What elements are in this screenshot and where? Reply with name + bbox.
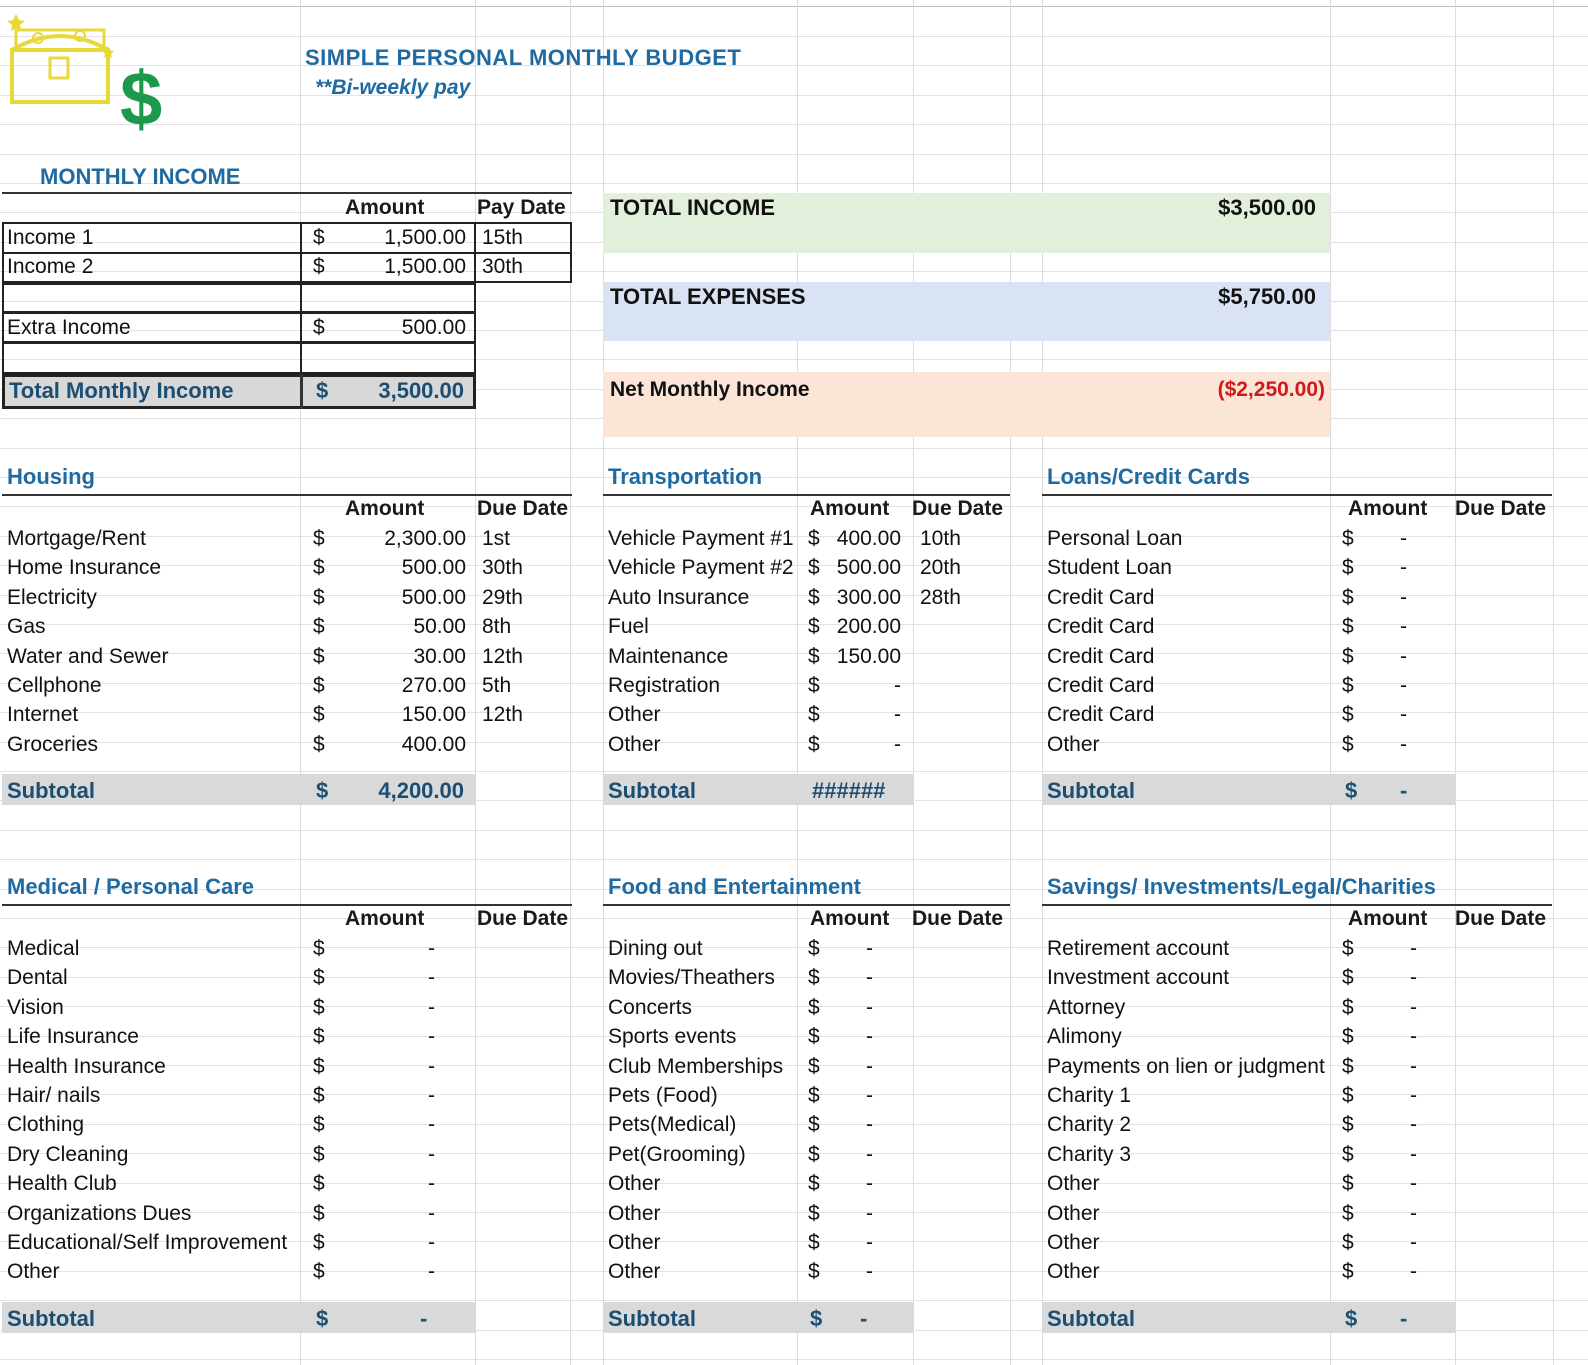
savings-row-currency: $ — [1342, 1142, 1354, 1166]
savings-row-amount[interactable]: - — [1410, 1231, 1417, 1254]
savings-row-label: Other — [1047, 1231, 1100, 1254]
transportation-row-currency: $ — [808, 674, 820, 697]
housing-row-currency: $ — [313, 732, 325, 756]
food-row-label: Pets (Food) — [608, 1084, 718, 1107]
housing-row-label: Home Insurance — [7, 556, 162, 580]
housing-row-currency: $ — [313, 674, 325, 697]
medical-row-label: Educational/Self Improvement — [7, 1231, 288, 1254]
loans-row-label: Personal Loan — [1047, 527, 1183, 550]
medical-subtotal-currency: $ — [316, 1305, 329, 1331]
housing-row-due-date[interactable]: 12th — [482, 644, 523, 668]
transportation-row-amount[interactable]: - — [894, 732, 901, 756]
housing-row-due-date[interactable]: 5th — [482, 674, 512, 697]
transportation-row-label: Maintenance — [608, 644, 729, 668]
housing-row-amount[interactable]: 30.00 — [413, 644, 466, 668]
transportation-row-amount[interactable]: 400.00 — [836, 527, 901, 550]
savings-row-label: Retirement account — [1047, 937, 1230, 960]
housing-title: Housing — [7, 464, 95, 489]
medical-row-currency: $ — [313, 1201, 325, 1225]
loans-row-currency: $ — [1342, 556, 1354, 580]
savings-row-currency: $ — [1342, 1201, 1354, 1225]
transportation-row-label: Auto Insurance — [608, 585, 750, 609]
loans-subtotal-value: - — [1400, 778, 1408, 804]
loans-row-amount[interactable]: - — [1400, 585, 1407, 609]
loans-title: Loans/Credit Cards — [1047, 464, 1250, 489]
medical-row-label: Hair/ nails — [7, 1084, 101, 1107]
medical-row-currency: $ — [313, 966, 325, 990]
food-row-amount[interactable]: - — [866, 1113, 873, 1137]
food-row-amount[interactable]: - — [866, 937, 873, 960]
food-row-amount[interactable]: - — [866, 966, 873, 990]
loans-row-label: Credit Card — [1047, 703, 1155, 727]
monthly-income-title: MONTHLY INCOME — [40, 164, 241, 189]
treasure-chest-icon — [8, 8, 118, 108]
medical-col-amount: Amount — [345, 907, 425, 930]
food-row-currency: $ — [808, 995, 820, 1019]
housing-row-amount[interactable]: 500.00 — [401, 556, 466, 580]
housing-row-amount[interactable]: 50.00 — [413, 615, 466, 639]
medical-row-amount[interactable]: - — [428, 1260, 435, 1284]
transportation-row-due-date[interactable]: 20th — [920, 556, 961, 580]
page-title: SIMPLE PERSONAL MONTHLY BUDGET — [305, 45, 742, 70]
housing-row-currency: $ — [313, 527, 325, 550]
savings-row-amount[interactable]: - — [1410, 1113, 1417, 1137]
income-label: Income 1 — [7, 226, 94, 249]
food-col-due-date: Due Date — [912, 907, 1004, 930]
extra-income-amount[interactable]: 500.00 — [401, 316, 466, 339]
income-amount[interactable]: 1,500.00 — [384, 255, 466, 278]
savings-row-currency: $ — [1342, 1054, 1354, 1078]
loans-row-currency: $ — [1342, 615, 1354, 639]
housing-row-label: Water and Sewer — [7, 644, 169, 668]
transportation-row-amount[interactable]: 150.00 — [836, 644, 901, 668]
food-row-label: Other — [608, 1260, 661, 1284]
housing-row-currency: $ — [313, 615, 325, 639]
housing-col-due-date: Due Date — [477, 497, 569, 520]
housing-row-label: Electricity — [7, 585, 97, 609]
loans-row-currency: $ — [1342, 585, 1354, 609]
housing-subtotal-currency: $ — [316, 778, 329, 804]
transportation-row-currency: $ — [808, 644, 820, 668]
housing-row-label: Internet — [7, 703, 79, 727]
transportation-row-amount[interactable]: - — [894, 674, 901, 697]
savings-row-label: Charity 2 — [1047, 1113, 1132, 1137]
transportation-row-currency: $ — [808, 732, 820, 756]
transportation-row-amount[interactable]: 300.00 — [836, 585, 901, 609]
food-row-amount[interactable]: - — [866, 1260, 873, 1284]
income-label: Income 2 — [7, 255, 94, 278]
medical-col-due-date: Due Date — [477, 907, 569, 930]
extra-income-currency: $ — [313, 316, 325, 339]
transportation-row-amount[interactable]: 500.00 — [836, 556, 901, 580]
medical-row-amount[interactable]: - — [428, 1025, 435, 1049]
income-pay-date[interactable]: 15th — [482, 226, 523, 249]
medical-row-label: Medical — [7, 937, 80, 960]
medical-subtotal-value: - — [420, 1305, 428, 1331]
total-monthly-income-currency: $ — [316, 378, 329, 403]
food-row-label: Other — [608, 1201, 661, 1225]
food-row-currency: $ — [808, 1260, 820, 1284]
loans-row-amount[interactable]: - — [1400, 732, 1407, 756]
loans-row-amount[interactable]: - — [1400, 674, 1407, 697]
savings-row-label: Alimony — [1047, 1025, 1122, 1049]
loans-row-label: Credit Card — [1047, 615, 1155, 639]
food-row-currency: $ — [808, 1025, 820, 1049]
medical-row-currency: $ — [313, 937, 325, 960]
savings-row-label: Investment account — [1047, 966, 1230, 990]
savings-row-label: Other — [1047, 1201, 1100, 1225]
food-row-currency: $ — [808, 1054, 820, 1078]
medical-row-label: Vision — [7, 995, 64, 1019]
medical-row-amount[interactable]: - — [428, 1054, 435, 1078]
food-row-currency: $ — [808, 1172, 820, 1196]
transportation-col-due-date: Due Date — [912, 497, 1004, 520]
food-row-label: Other — [608, 1172, 661, 1196]
loans-row-amount[interactable]: - — [1400, 703, 1407, 727]
savings-row-currency: $ — [1342, 1260, 1354, 1284]
loans-row-label: Credit Card — [1047, 674, 1155, 697]
medical-row-label: Health Club — [7, 1172, 117, 1196]
loans-col-due-date: Due Date — [1455, 497, 1547, 520]
housing-row-currency: $ — [313, 644, 325, 668]
transportation-row-currency: $ — [808, 527, 820, 550]
savings-row-currency: $ — [1342, 1084, 1354, 1107]
total-monthly-income-amount: 3,500.00 — [378, 378, 464, 403]
income-col-paydate: Pay Date — [477, 196, 566, 219]
loans-col-amount: Amount — [1348, 497, 1428, 520]
savings-row-label: Charity 3 — [1047, 1142, 1132, 1166]
loans-row-label: Credit Card — [1047, 644, 1155, 668]
savings-row-amount[interactable]: - — [1410, 1172, 1417, 1196]
transportation-subtotal-value: ###### — [812, 778, 886, 804]
medical-title: Medical / Personal Care — [7, 874, 254, 899]
medical-row-amount[interactable]: - — [428, 937, 435, 960]
medical-row-currency: $ — [313, 1025, 325, 1049]
loans-row-label: Student Loan — [1047, 556, 1172, 580]
medical-row-label: Health Insurance — [7, 1054, 166, 1078]
income-pay-date[interactable]: 30th — [482, 255, 523, 278]
loans-subtotal-label: Subtotal — [1047, 778, 1135, 804]
savings-subtotal-value: - — [1400, 1305, 1408, 1331]
savings-row-currency: $ — [1342, 1113, 1354, 1137]
housing-row-amount[interactable]: 400.00 — [401, 732, 466, 756]
food-row-currency: $ — [808, 1231, 820, 1254]
housing-row-amount[interactable]: 2,300.00 — [384, 527, 466, 550]
medical-row-label: Organizations Dues — [7, 1201, 192, 1225]
food-row-currency: $ — [808, 966, 820, 990]
loans-row-amount[interactable]: - — [1400, 644, 1407, 668]
food-row-amount[interactable]: - — [866, 1142, 873, 1166]
medical-row-amount[interactable]: - — [428, 966, 435, 990]
transportation-row-due-date[interactable]: 28th — [920, 585, 961, 609]
food-row-label: Concerts — [608, 995, 693, 1019]
savings-row-label: Other — [1047, 1260, 1100, 1284]
transportation-subtotal-label: Subtotal — [608, 778, 696, 804]
food-row-amount[interactable]: - — [866, 1054, 873, 1078]
medical-row-currency: $ — [313, 1260, 325, 1284]
food-row-amount[interactable]: - — [866, 1231, 873, 1254]
savings-row-currency: $ — [1342, 937, 1354, 960]
medical-row-label: Life Insurance — [7, 1025, 139, 1049]
savings-row-amount[interactable]: - — [1410, 1260, 1417, 1284]
medical-row-label: Other — [7, 1260, 60, 1284]
food-row-currency: $ — [808, 1113, 820, 1137]
medical-row-currency: $ — [313, 1054, 325, 1078]
savings-col-amount: Amount — [1348, 907, 1428, 930]
food-row-label: Sports events — [608, 1025, 737, 1049]
loans-row-currency: $ — [1342, 644, 1354, 668]
savings-row-amount[interactable]: - — [1410, 1054, 1417, 1078]
savings-row-currency: $ — [1342, 995, 1354, 1019]
transportation-row-amount[interactable]: 200.00 — [836, 615, 901, 639]
loans-row-label: Credit Card — [1047, 585, 1155, 609]
housing-row-due-date[interactable]: 8th — [482, 615, 512, 639]
food-row-currency: $ — [808, 1142, 820, 1166]
housing-row-currency: $ — [313, 556, 325, 580]
total-expenses-label: TOTAL EXPENSES — [610, 284, 806, 309]
medical-row-label: Dry Cleaning — [7, 1142, 129, 1166]
food-row-amount[interactable]: - — [866, 1025, 873, 1049]
housing-row-due-date[interactable]: 12th — [482, 703, 523, 727]
loans-row-amount[interactable]: - — [1400, 615, 1407, 639]
medical-row-currency: $ — [313, 995, 325, 1019]
transportation-row-currency: $ — [808, 585, 820, 609]
net-income-value: ($2,250.00) — [1217, 378, 1325, 401]
food-row-amount[interactable]: - — [866, 1172, 873, 1196]
housing-row-label: Gas — [7, 615, 46, 639]
food-row-label: Movies/Theathers — [608, 966, 775, 990]
loans-row-currency: $ — [1342, 527, 1354, 550]
savings-row-currency: $ — [1342, 1172, 1354, 1196]
medical-row-label: Clothing — [7, 1113, 85, 1137]
food-row-label: Dining out — [608, 937, 703, 960]
transportation-row-label: Fuel — [608, 615, 649, 639]
food-subtotal-currency: $ — [810, 1305, 823, 1331]
savings-col-due-date: Due Date — [1455, 907, 1547, 930]
food-row-label: Pets(Medical) — [608, 1113, 737, 1137]
transportation-row-label: Vehicle Payment #2 — [608, 556, 794, 580]
food-row-amount[interactable]: - — [866, 1084, 873, 1107]
savings-row-amount[interactable]: - — [1410, 1142, 1417, 1166]
housing-subtotal-label: Subtotal — [7, 778, 95, 804]
dollar-sign-logo: $ — [120, 57, 163, 142]
loans-row-amount[interactable]: - — [1400, 527, 1407, 550]
savings-row-label: Payments on lien or judgment — [1047, 1054, 1325, 1078]
savings-title: Savings/ Investments/Legal/Charities — [1047, 874, 1436, 899]
food-subtotal-label: Subtotal — [608, 1305, 696, 1331]
total-income-label: TOTAL INCOME — [610, 195, 775, 220]
food-subtotal-value: - — [860, 1305, 868, 1331]
income-col-amount: Amount — [345, 196, 425, 219]
medical-row-currency: $ — [313, 1142, 325, 1166]
medical-row-amount[interactable]: - — [428, 1113, 435, 1137]
total-expenses-value: $5,750.00 — [1218, 284, 1316, 309]
food-row-label: Club Memberships — [608, 1054, 784, 1078]
housing-row-label: Mortgage/Rent — [7, 527, 146, 550]
medical-row-amount[interactable]: - — [428, 1084, 435, 1107]
food-row-label: Pet(Grooming) — [608, 1142, 746, 1166]
housing-row-due-date[interactable]: 30th — [482, 556, 523, 580]
housing-row-amount[interactable]: 500.00 — [401, 585, 466, 609]
medical-row-label: Dental — [7, 966, 68, 990]
medical-row-amount[interactable]: - — [428, 995, 435, 1019]
savings-row-amount[interactable]: - — [1410, 1025, 1417, 1049]
housing-row-currency: $ — [313, 585, 325, 609]
medical-row-amount[interactable]: - — [428, 1172, 435, 1196]
transportation-row-label: Other — [608, 732, 661, 756]
income-currency: $ — [313, 255, 325, 278]
loans-row-currency: $ — [1342, 703, 1354, 727]
food-row-currency: $ — [808, 1201, 820, 1225]
medical-row-currency: $ — [313, 1113, 325, 1137]
housing-subtotal-value: 4,200.00 — [378, 778, 464, 804]
savings-row-currency: $ — [1342, 1231, 1354, 1254]
housing-row-currency: $ — [313, 703, 325, 727]
total-income-value: $3,500.00 — [1218, 195, 1316, 220]
savings-subtotal-label: Subtotal — [1047, 1305, 1135, 1331]
net-income-label: Net Monthly Income — [610, 378, 810, 401]
total-monthly-income-label: Total Monthly Income — [9, 378, 234, 403]
savings-row-currency: $ — [1342, 966, 1354, 990]
medical-row-currency: $ — [313, 1084, 325, 1107]
food-row-label: Other — [608, 1231, 661, 1254]
transportation-row-due-date[interactable]: 10th — [920, 527, 961, 550]
savings-row-label: Attorney — [1047, 995, 1126, 1019]
loans-row-currency: $ — [1342, 674, 1354, 697]
loans-subtotal-currency: $ — [1345, 778, 1358, 804]
medical-row-amount[interactable]: - — [428, 1231, 435, 1254]
medical-row-amount[interactable]: - — [428, 1201, 435, 1225]
housing-row-due-date[interactable]: 1st — [482, 527, 511, 550]
savings-row-amount[interactable]: - — [1410, 1201, 1417, 1225]
transportation-title: Transportation — [608, 464, 763, 489]
savings-row-amount[interactable]: - — [1410, 1084, 1417, 1107]
medical-subtotal-label: Subtotal — [7, 1305, 95, 1331]
medical-row-currency: $ — [313, 1172, 325, 1196]
savings-row-amount[interactable]: - — [1410, 937, 1417, 960]
savings-row-label: Charity 1 — [1047, 1084, 1132, 1107]
loans-row-amount[interactable]: - — [1400, 556, 1407, 580]
savings-row-amount[interactable]: - — [1410, 995, 1417, 1019]
food-row-amount[interactable]: - — [866, 1201, 873, 1225]
savings-row-currency: $ — [1342, 1025, 1354, 1049]
housing-row-label: Groceries — [7, 732, 99, 756]
transportation-row-label: Other — [608, 703, 661, 727]
medical-row-currency: $ — [313, 1231, 325, 1254]
food-row-currency: $ — [808, 937, 820, 960]
loans-row-label: Other — [1047, 732, 1100, 756]
transportation-row-label: Registration — [608, 674, 721, 697]
transportation-col-amount: Amount — [810, 497, 890, 520]
savings-row-label: Other — [1047, 1172, 1100, 1196]
transportation-row-currency: $ — [808, 615, 820, 639]
savings-subtotal-currency: $ — [1345, 1305, 1358, 1331]
housing-row-amount[interactable]: 270.00 — [401, 674, 466, 697]
transportation-row-currency: $ — [808, 703, 820, 727]
income-amount[interactable]: 1,500.00 — [384, 226, 466, 249]
loans-row-currency: $ — [1342, 732, 1354, 756]
income-currency: $ — [313, 226, 325, 249]
housing-row-label: Cellphone — [7, 674, 102, 697]
housing-col-amount: Amount — [345, 497, 425, 520]
food-row-amount[interactable]: - — [866, 995, 873, 1019]
transportation-row-amount[interactable]: - — [894, 703, 901, 727]
page-subtitle: **Bi-weekly pay — [315, 76, 471, 99]
medical-row-amount[interactable]: - — [428, 1142, 435, 1166]
housing-row-amount[interactable]: 150.00 — [401, 703, 466, 727]
savings-row-amount[interactable]: - — [1410, 966, 1417, 990]
transportation-row-currency: $ — [808, 556, 820, 580]
extra-income-label: Extra Income — [7, 316, 131, 339]
housing-row-due-date[interactable]: 29th — [482, 585, 523, 609]
transportation-row-label: Vehicle Payment #1 — [608, 527, 794, 550]
food-row-currency: $ — [808, 1084, 820, 1107]
food-title: Food and Entertainment — [608, 874, 861, 899]
food-col-amount: Amount — [810, 907, 890, 930]
